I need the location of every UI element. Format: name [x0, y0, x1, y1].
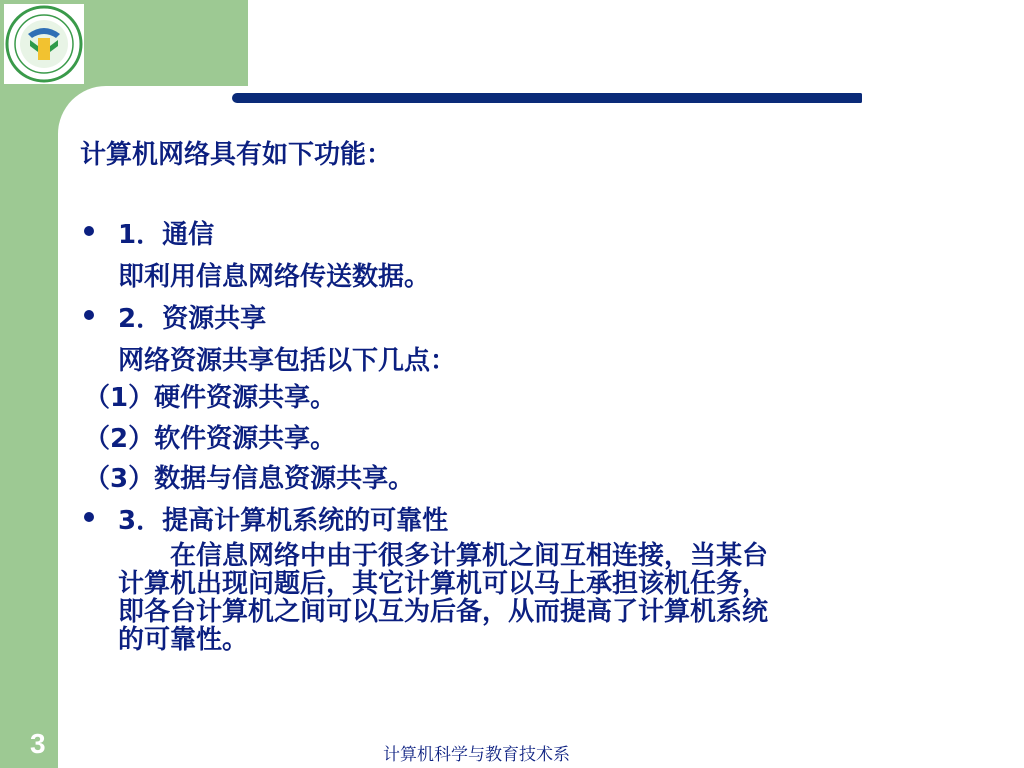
item-2-title: 2．资源共享	[118, 304, 267, 334]
item-3-title: 3．提高计算机系统的可靠性	[118, 506, 449, 536]
slide-heading: 计算机网络具有如下功能：	[80, 140, 393, 170]
footer-text: 计算机科学与教育技术系	[383, 745, 570, 765]
paragraph-line: 计算机出现问题后，其它计算机可以马上承担该机任务，	[118, 569, 769, 599]
bullet-dot	[84, 226, 94, 236]
subitem-3: （3）数据与信息资源共享。	[84, 464, 415, 494]
item-1-body: 即利用信息网络传送数据。	[118, 262, 431, 292]
item-3-paragraph	[118, 542, 988, 654]
paragraph-line: 的可靠性。	[118, 625, 249, 655]
subitem-2: （2）软件资源共享。	[84, 424, 337, 454]
bullet-dot	[84, 310, 94, 320]
page-number: 3	[30, 728, 46, 759]
bullet-dot	[84, 512, 94, 522]
item-2-body: 网络资源共享包括以下几点：	[118, 346, 457, 376]
item-1-title: 1．通信	[118, 220, 215, 250]
paragraph-line: 在信息网络中由于很多计算机之间互相连接，当某台	[118, 541, 769, 571]
subitem-1: （1）硬件资源共享。	[84, 383, 337, 413]
paragraph-line: 即各台计算机之间可以互为后备，从而提高了计算机系统	[118, 597, 769, 627]
